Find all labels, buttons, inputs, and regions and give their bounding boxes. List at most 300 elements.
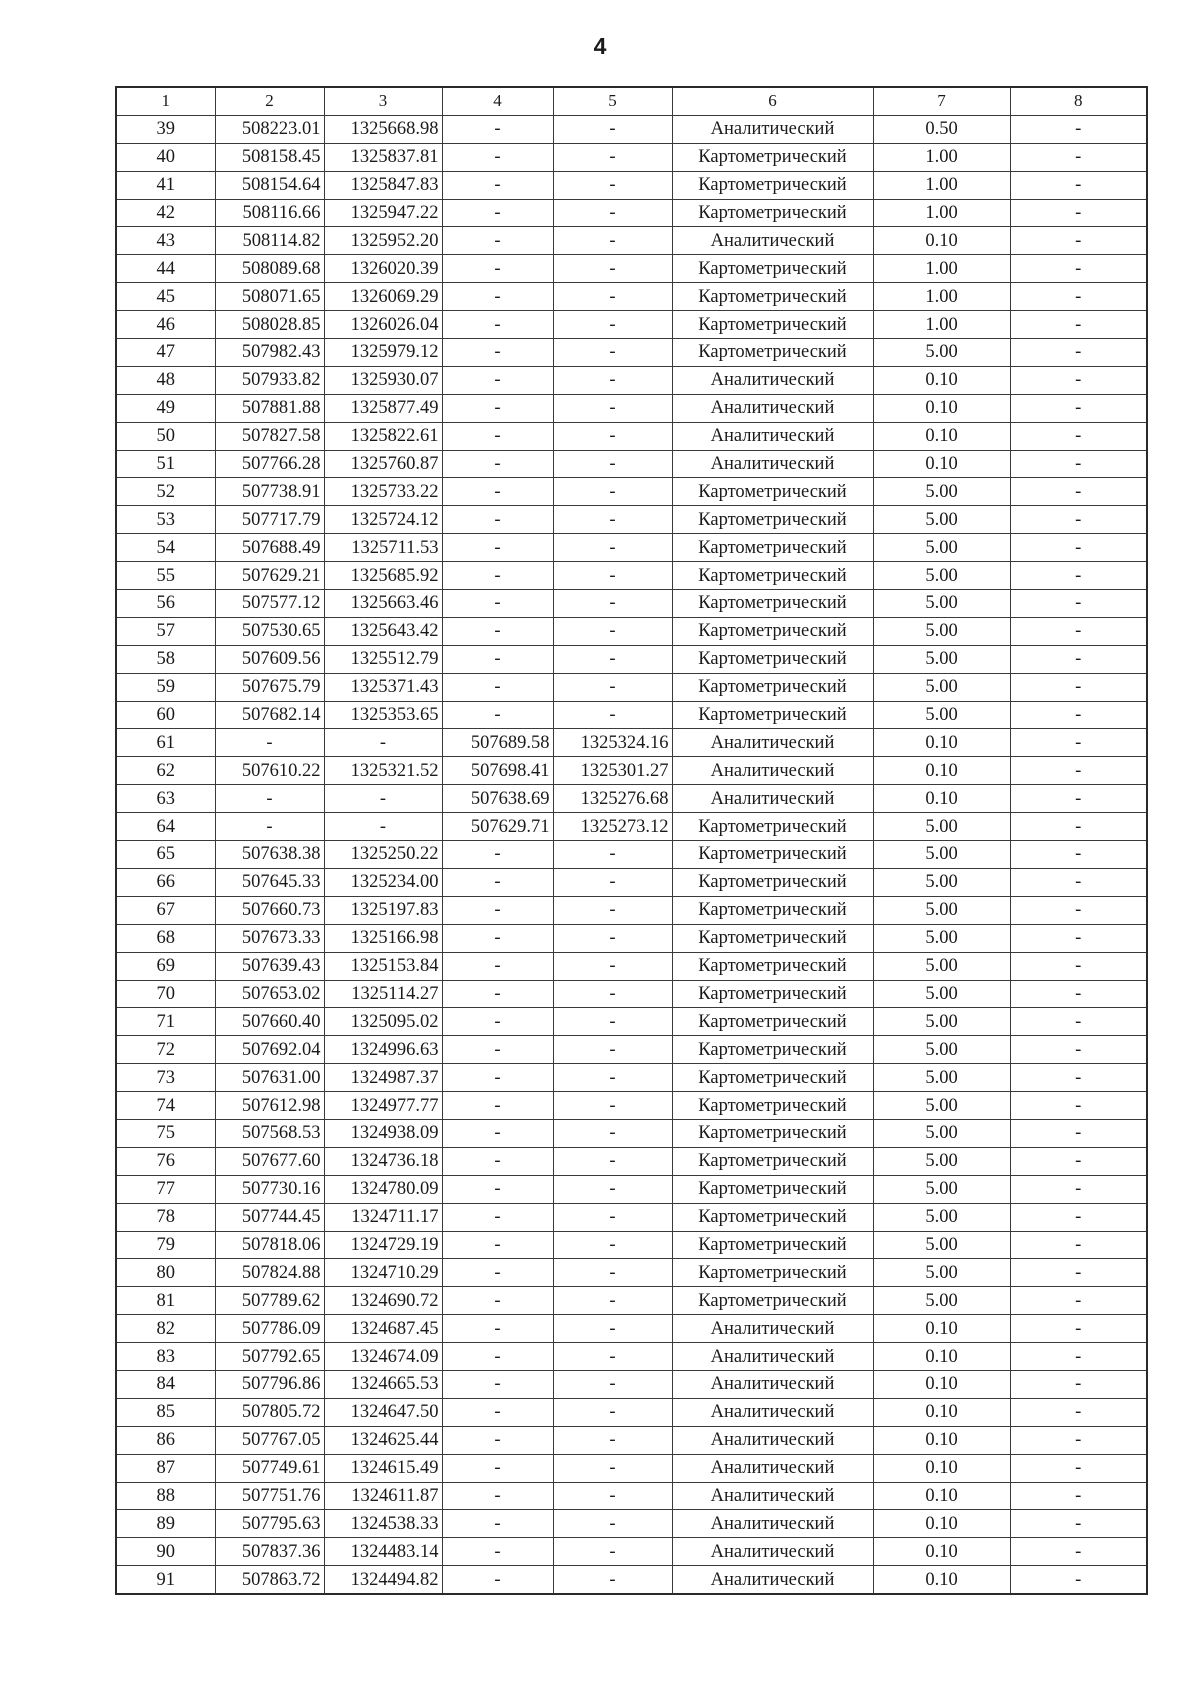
y-coordinate-alt-cell: - xyxy=(553,1119,672,1147)
table-row xyxy=(116,785,1147,813)
y-coordinate-alt-cell: - xyxy=(553,478,672,506)
point-number-cell: 46 xyxy=(116,311,215,339)
accuracy-cell: 5.00 xyxy=(873,1203,1010,1231)
x-coordinate-alt-cell: - xyxy=(442,534,553,562)
point-number-cell: 57 xyxy=(116,617,215,645)
note-cell: - xyxy=(1010,1398,1147,1426)
y-coordinate-alt-cell: - xyxy=(553,896,672,924)
accuracy-cell: 0.50 xyxy=(873,115,1010,143)
y-coordinate-cell: 1325979.12 xyxy=(324,339,442,367)
x-coordinate-alt-cell: - xyxy=(442,1510,553,1538)
y-coordinate-alt-cell: - xyxy=(553,1482,672,1510)
x-coordinate-alt-cell: - xyxy=(442,255,553,283)
accuracy-cell: 5.00 xyxy=(873,1175,1010,1203)
table-row xyxy=(116,227,1147,255)
x-coordinate-cell: 507863.72 xyxy=(215,1566,324,1594)
note-cell: - xyxy=(1010,422,1147,450)
x-coordinate-alt-cell: - xyxy=(442,143,553,171)
x-coordinate-alt-cell: - xyxy=(442,896,553,924)
x-coordinate-alt-cell: - xyxy=(442,1343,553,1371)
x-coordinate-cell: 508028.85 xyxy=(215,311,324,339)
y-coordinate-alt-cell: - xyxy=(553,924,672,952)
method-cell: Картометрический xyxy=(672,841,873,869)
table-row xyxy=(116,1259,1147,1287)
method-cell: Картометрический xyxy=(672,673,873,701)
point-number-cell: 82 xyxy=(116,1315,215,1343)
y-coordinate-cell: 1324711.17 xyxy=(324,1203,442,1231)
point-number-cell: 67 xyxy=(116,896,215,924)
y-coordinate-alt-cell: - xyxy=(553,1538,672,1566)
x-coordinate-alt-cell: - xyxy=(442,366,553,394)
y-coordinate-alt-cell: - xyxy=(553,227,672,255)
page-number: 4 xyxy=(593,33,607,59)
method-cell: Картометрический xyxy=(672,1064,873,1092)
method-cell: Картометрический xyxy=(672,1147,873,1175)
table-row xyxy=(116,478,1147,506)
accuracy-cell: 0.10 xyxy=(873,450,1010,478)
y-coordinate-alt-cell: - xyxy=(553,506,672,534)
accuracy-cell: 0.10 xyxy=(873,1482,1010,1510)
point-number-cell: 44 xyxy=(116,255,215,283)
x-coordinate-alt-cell: - xyxy=(442,980,553,1008)
point-number-cell: 61 xyxy=(116,729,215,757)
x-coordinate-alt-cell: - xyxy=(442,478,553,506)
x-coordinate-cell: 507645.33 xyxy=(215,868,324,896)
x-coordinate-alt-cell: 507629.71 xyxy=(442,813,553,841)
x-coordinate-alt-cell: 507638.69 xyxy=(442,785,553,813)
y-coordinate-cell: 1325837.81 xyxy=(324,143,442,171)
note-cell: - xyxy=(1010,1315,1147,1343)
y-coordinate-cell: - xyxy=(324,785,442,813)
point-number-cell: 78 xyxy=(116,1203,215,1231)
y-coordinate-alt-cell: - xyxy=(553,980,672,1008)
x-coordinate-cell: 507682.14 xyxy=(215,701,324,729)
table-row xyxy=(116,1343,1147,1371)
x-coordinate-cell: 508071.65 xyxy=(215,283,324,311)
y-coordinate-cell: 1325643.42 xyxy=(324,617,442,645)
y-coordinate-alt-cell: - xyxy=(553,1426,672,1454)
method-cell: Аналитический xyxy=(672,422,873,450)
table-row xyxy=(116,645,1147,673)
note-cell: - xyxy=(1010,394,1147,422)
x-coordinate-cell: 507653.02 xyxy=(215,980,324,1008)
x-coordinate-alt-cell: - xyxy=(442,422,553,450)
y-coordinate-cell: 1325234.00 xyxy=(324,868,442,896)
point-number-cell: 70 xyxy=(116,980,215,1008)
point-number-cell: 55 xyxy=(116,562,215,590)
accuracy-cell: 1.00 xyxy=(873,143,1010,171)
method-cell: Картометрический xyxy=(672,1008,873,1036)
y-coordinate-alt-cell: - xyxy=(553,952,672,980)
table-row xyxy=(116,311,1147,339)
accuracy-cell: 5.00 xyxy=(873,924,1010,952)
table-row xyxy=(116,534,1147,562)
y-coordinate-cell: 1325321.52 xyxy=(324,757,442,785)
note-cell: - xyxy=(1010,617,1147,645)
coordinates-table xyxy=(115,86,1148,1595)
table-row xyxy=(116,450,1147,478)
y-coordinate-cell: 1325153.84 xyxy=(324,952,442,980)
y-coordinate-cell: 1325711.53 xyxy=(324,534,442,562)
y-coordinate-cell: 1325847.83 xyxy=(324,171,442,199)
point-number-cell: 49 xyxy=(116,394,215,422)
note-cell: - xyxy=(1010,1119,1147,1147)
method-cell: Аналитический xyxy=(672,1566,873,1594)
table-row xyxy=(116,1426,1147,1454)
y-coordinate-cell: 1325250.22 xyxy=(324,841,442,869)
table-row xyxy=(116,562,1147,590)
x-coordinate-cell: 507824.88 xyxy=(215,1259,324,1287)
method-cell: Аналитический xyxy=(672,1538,873,1566)
table-row xyxy=(116,701,1147,729)
x-coordinate-cell: 507673.33 xyxy=(215,924,324,952)
y-coordinate-cell: 1326026.04 xyxy=(324,311,442,339)
accuracy-cell: 5.00 xyxy=(873,506,1010,534)
x-coordinate-cell: 507631.00 xyxy=(215,1064,324,1092)
method-cell: Картометрический xyxy=(672,1203,873,1231)
accuracy-cell: 5.00 xyxy=(873,1231,1010,1259)
column-header-1: 1 xyxy=(116,87,215,115)
x-coordinate-cell: 507789.62 xyxy=(215,1287,324,1315)
method-cell: Картометрический xyxy=(672,701,873,729)
point-number-cell: 56 xyxy=(116,590,215,618)
accuracy-cell: 0.10 xyxy=(873,1454,1010,1482)
x-coordinate-cell: 507982.43 xyxy=(215,339,324,367)
y-coordinate-alt-cell: - xyxy=(553,450,672,478)
accuracy-cell: 0.10 xyxy=(873,1315,1010,1343)
note-cell: - xyxy=(1010,1370,1147,1398)
y-coordinate-cell: 1324615.49 xyxy=(324,1454,442,1482)
y-coordinate-cell: 1325877.49 xyxy=(324,394,442,422)
point-number-cell: 58 xyxy=(116,645,215,673)
x-coordinate-cell: 507795.63 xyxy=(215,1510,324,1538)
note-cell: - xyxy=(1010,1510,1147,1538)
note-cell: - xyxy=(1010,171,1147,199)
x-coordinate-cell: 507744.45 xyxy=(215,1203,324,1231)
method-cell: Картометрический xyxy=(672,896,873,924)
point-number-cell: 80 xyxy=(116,1259,215,1287)
point-number-cell: 86 xyxy=(116,1426,215,1454)
y-coordinate-alt-cell: - xyxy=(553,701,672,729)
y-coordinate-alt-cell: - xyxy=(553,1398,672,1426)
accuracy-cell: 5.00 xyxy=(873,868,1010,896)
method-cell: Картометрический xyxy=(672,339,873,367)
note-cell: - xyxy=(1010,1175,1147,1203)
y-coordinate-alt-cell: 1325324.16 xyxy=(553,729,672,757)
x-coordinate-cell: 507749.61 xyxy=(215,1454,324,1482)
y-coordinate-cell: 1324780.09 xyxy=(324,1175,442,1203)
note-cell: - xyxy=(1010,1343,1147,1371)
method-cell: Аналитический xyxy=(672,1370,873,1398)
table-row xyxy=(116,868,1147,896)
y-coordinate-alt-cell: - xyxy=(553,617,672,645)
x-coordinate-cell: 507837.36 xyxy=(215,1538,324,1566)
note-cell: - xyxy=(1010,199,1147,227)
x-coordinate-alt-cell: - xyxy=(442,1147,553,1175)
method-cell: Картометрический xyxy=(672,562,873,590)
point-number-cell: 64 xyxy=(116,813,215,841)
x-coordinate-cell: 507692.04 xyxy=(215,1036,324,1064)
column-header-6: 6 xyxy=(672,87,873,115)
x-coordinate-alt-cell: - xyxy=(442,1008,553,1036)
point-number-cell: 60 xyxy=(116,701,215,729)
x-coordinate-alt-cell: - xyxy=(442,171,553,199)
y-coordinate-cell: 1324665.53 xyxy=(324,1370,442,1398)
y-coordinate-cell: 1325197.83 xyxy=(324,896,442,924)
x-coordinate-cell: 507767.05 xyxy=(215,1426,324,1454)
x-coordinate-alt-cell: - xyxy=(442,311,553,339)
point-number-cell: 47 xyxy=(116,339,215,367)
y-coordinate-cell: 1324611.87 xyxy=(324,1482,442,1510)
accuracy-cell: 5.00 xyxy=(873,841,1010,869)
note-cell: - xyxy=(1010,1538,1147,1566)
note-cell: - xyxy=(1010,673,1147,701)
point-number-cell: 42 xyxy=(116,199,215,227)
column-header-3: 3 xyxy=(324,87,442,115)
y-coordinate-alt-cell: - xyxy=(553,1036,672,1064)
x-coordinate-alt-cell: - xyxy=(442,590,553,618)
point-number-cell: 65 xyxy=(116,841,215,869)
method-cell: Аналитический xyxy=(672,757,873,785)
y-coordinate-alt-cell: - xyxy=(553,1259,672,1287)
y-coordinate-cell: 1324938.09 xyxy=(324,1119,442,1147)
x-coordinate-alt-cell: 507698.41 xyxy=(442,757,553,785)
table-row xyxy=(116,1147,1147,1175)
x-coordinate-cell: 507629.21 xyxy=(215,562,324,590)
table-row xyxy=(116,1119,1147,1147)
point-number-cell: 74 xyxy=(116,1092,215,1120)
method-cell: Картометрический xyxy=(672,199,873,227)
table-row xyxy=(116,339,1147,367)
table-row xyxy=(116,980,1147,1008)
x-coordinate-cell: 507660.73 xyxy=(215,896,324,924)
note-cell: - xyxy=(1010,1036,1147,1064)
note-cell: - xyxy=(1010,1092,1147,1120)
point-number-cell: 51 xyxy=(116,450,215,478)
accuracy-cell: 5.00 xyxy=(873,1036,1010,1064)
accuracy-cell: 0.10 xyxy=(873,1343,1010,1371)
y-coordinate-alt-cell: - xyxy=(553,1008,672,1036)
table-row xyxy=(116,199,1147,227)
table-row xyxy=(116,896,1147,924)
accuracy-cell: 1.00 xyxy=(873,283,1010,311)
accuracy-cell: 5.00 xyxy=(873,645,1010,673)
y-coordinate-cell: 1325930.07 xyxy=(324,366,442,394)
x-coordinate-cell: - xyxy=(215,729,324,757)
x-coordinate-alt-cell: - xyxy=(442,1566,553,1594)
y-coordinate-cell: 1324729.19 xyxy=(324,1231,442,1259)
y-coordinate-cell: 1325353.65 xyxy=(324,701,442,729)
y-coordinate-alt-cell: - xyxy=(553,1454,672,1482)
note-cell: - xyxy=(1010,311,1147,339)
note-cell: - xyxy=(1010,841,1147,869)
method-cell: Картометрический xyxy=(672,813,873,841)
note-cell: - xyxy=(1010,896,1147,924)
y-coordinate-alt-cell: - xyxy=(553,1370,672,1398)
accuracy-cell: 0.10 xyxy=(873,1566,1010,1594)
point-number-cell: 59 xyxy=(116,673,215,701)
accuracy-cell: 0.10 xyxy=(873,422,1010,450)
point-number-cell: 53 xyxy=(116,506,215,534)
x-coordinate-alt-cell: - xyxy=(442,1287,553,1315)
x-coordinate-alt-cell: - xyxy=(442,1036,553,1064)
y-coordinate-cell: 1325114.27 xyxy=(324,980,442,1008)
y-coordinate-alt-cell: - xyxy=(553,1203,672,1231)
header-row xyxy=(116,87,1147,115)
accuracy-cell: 5.00 xyxy=(873,1008,1010,1036)
y-coordinate-alt-cell: 1325276.68 xyxy=(553,785,672,813)
note-cell: - xyxy=(1010,562,1147,590)
point-number-cell: 89 xyxy=(116,1510,215,1538)
accuracy-cell: 5.00 xyxy=(873,1064,1010,1092)
note-cell: - xyxy=(1010,283,1147,311)
method-cell: Аналитический xyxy=(672,115,873,143)
method-cell: Картометрический xyxy=(672,952,873,980)
x-coordinate-alt-cell: - xyxy=(442,1064,553,1092)
table-row xyxy=(116,1287,1147,1315)
note-cell: - xyxy=(1010,534,1147,562)
table-row xyxy=(116,952,1147,980)
method-cell: Картометрический xyxy=(672,1175,873,1203)
y-coordinate-alt-cell: - xyxy=(553,868,672,896)
x-coordinate-cell: 507933.82 xyxy=(215,366,324,394)
note-cell: - xyxy=(1010,1147,1147,1175)
accuracy-cell: 0.10 xyxy=(873,729,1010,757)
y-coordinate-cell: 1326020.39 xyxy=(324,255,442,283)
note-cell: - xyxy=(1010,1426,1147,1454)
method-cell: Картометрический xyxy=(672,1287,873,1315)
x-coordinate-alt-cell: - xyxy=(442,841,553,869)
accuracy-cell: 0.10 xyxy=(873,757,1010,785)
y-coordinate-cell: 1325512.79 xyxy=(324,645,442,673)
method-cell: Аналитический xyxy=(672,1454,873,1482)
x-coordinate-cell: 507568.53 xyxy=(215,1119,324,1147)
table-row xyxy=(116,617,1147,645)
x-coordinate-cell: 508158.45 xyxy=(215,143,324,171)
method-cell: Картометрический xyxy=(672,478,873,506)
accuracy-cell: 5.00 xyxy=(873,813,1010,841)
y-coordinate-cell: 1324977.77 xyxy=(324,1092,442,1120)
y-coordinate-alt-cell: - xyxy=(553,283,672,311)
accuracy-cell: 0.10 xyxy=(873,227,1010,255)
point-number-cell: 76 xyxy=(116,1147,215,1175)
accuracy-cell: 1.00 xyxy=(873,171,1010,199)
x-coordinate-alt-cell: - xyxy=(442,1454,553,1482)
x-coordinate-cell: - xyxy=(215,785,324,813)
note-cell: - xyxy=(1010,757,1147,785)
method-cell: Картометрический xyxy=(672,868,873,896)
y-coordinate-alt-cell: 1325273.12 xyxy=(553,813,672,841)
y-coordinate-cell: 1325760.87 xyxy=(324,450,442,478)
x-coordinate-alt-cell: - xyxy=(442,645,553,673)
x-coordinate-alt-cell: - xyxy=(442,394,553,422)
point-number-cell: 77 xyxy=(116,1175,215,1203)
y-coordinate-alt-cell: - xyxy=(553,1566,672,1594)
method-cell: Картометрический xyxy=(672,1119,873,1147)
x-coordinate-alt-cell: - xyxy=(442,952,553,980)
accuracy-cell: 5.00 xyxy=(873,590,1010,618)
y-coordinate-alt-cell: - xyxy=(553,311,672,339)
y-coordinate-alt-cell: - xyxy=(553,1315,672,1343)
accuracy-cell: 1.00 xyxy=(873,311,1010,339)
accuracy-cell: 5.00 xyxy=(873,980,1010,1008)
x-coordinate-cell: 507610.22 xyxy=(215,757,324,785)
y-coordinate-alt-cell: - xyxy=(553,673,672,701)
table-row xyxy=(116,1064,1147,1092)
y-coordinate-alt-cell: - xyxy=(553,1064,672,1092)
y-coordinate-cell: 1324690.72 xyxy=(324,1287,442,1315)
method-cell: Картометрический xyxy=(672,506,873,534)
x-coordinate-alt-cell: - xyxy=(442,450,553,478)
x-coordinate-alt-cell: 507689.58 xyxy=(442,729,553,757)
y-coordinate-cell: - xyxy=(324,729,442,757)
accuracy-cell: 0.10 xyxy=(873,1426,1010,1454)
x-coordinate-cell: - xyxy=(215,813,324,841)
x-coordinate-cell: 507766.28 xyxy=(215,450,324,478)
y-coordinate-alt-cell: - xyxy=(553,199,672,227)
method-cell: Картометрический xyxy=(672,255,873,283)
y-coordinate-cell: 1325724.12 xyxy=(324,506,442,534)
x-coordinate-cell: 508089.68 xyxy=(215,255,324,283)
table-row xyxy=(116,283,1147,311)
y-coordinate-cell: 1325733.22 xyxy=(324,478,442,506)
y-coordinate-alt-cell: - xyxy=(553,1343,672,1371)
y-coordinate-alt-cell: - xyxy=(553,534,672,562)
y-coordinate-alt-cell: - xyxy=(553,645,672,673)
point-number-cell: 63 xyxy=(116,785,215,813)
accuracy-cell: 5.00 xyxy=(873,339,1010,367)
x-coordinate-cell: 507786.09 xyxy=(215,1315,324,1343)
x-coordinate-alt-cell: - xyxy=(442,673,553,701)
accuracy-cell: 5.00 xyxy=(873,1259,1010,1287)
note-cell: - xyxy=(1010,506,1147,534)
y-coordinate-cell: 1326069.29 xyxy=(324,283,442,311)
table-row xyxy=(116,1008,1147,1036)
table-row xyxy=(116,1482,1147,1510)
x-coordinate-cell: 507677.60 xyxy=(215,1147,324,1175)
point-number-cell: 73 xyxy=(116,1064,215,1092)
x-coordinate-alt-cell: - xyxy=(442,1092,553,1120)
x-coordinate-cell: 507730.16 xyxy=(215,1175,324,1203)
accuracy-cell: 5.00 xyxy=(873,617,1010,645)
table-row xyxy=(116,1538,1147,1566)
point-number-cell: 81 xyxy=(116,1287,215,1315)
method-cell: Картометрический xyxy=(672,1092,873,1120)
accuracy-cell: 5.00 xyxy=(873,896,1010,924)
note-cell: - xyxy=(1010,1008,1147,1036)
x-coordinate-alt-cell: - xyxy=(442,1538,553,1566)
x-coordinate-cell: 507805.72 xyxy=(215,1398,324,1426)
accuracy-cell: 5.00 xyxy=(873,534,1010,562)
method-cell: Аналитический xyxy=(672,729,873,757)
accuracy-cell: 5.00 xyxy=(873,1287,1010,1315)
x-coordinate-alt-cell: - xyxy=(442,1119,553,1147)
x-coordinate-alt-cell: - xyxy=(442,283,553,311)
note-cell: - xyxy=(1010,1482,1147,1510)
note-cell: - xyxy=(1010,255,1147,283)
table-row xyxy=(116,394,1147,422)
note-cell: - xyxy=(1010,143,1147,171)
table-row xyxy=(116,813,1147,841)
y-coordinate-alt-cell: - xyxy=(553,590,672,618)
y-coordinate-cell: 1325822.61 xyxy=(324,422,442,450)
method-cell: Картометрический xyxy=(672,311,873,339)
accuracy-cell: 0.10 xyxy=(873,366,1010,394)
point-number-cell: 52 xyxy=(116,478,215,506)
x-coordinate-cell: 507675.79 xyxy=(215,673,324,701)
x-coordinate-alt-cell: - xyxy=(442,506,553,534)
y-coordinate-alt-cell: - xyxy=(553,339,672,367)
